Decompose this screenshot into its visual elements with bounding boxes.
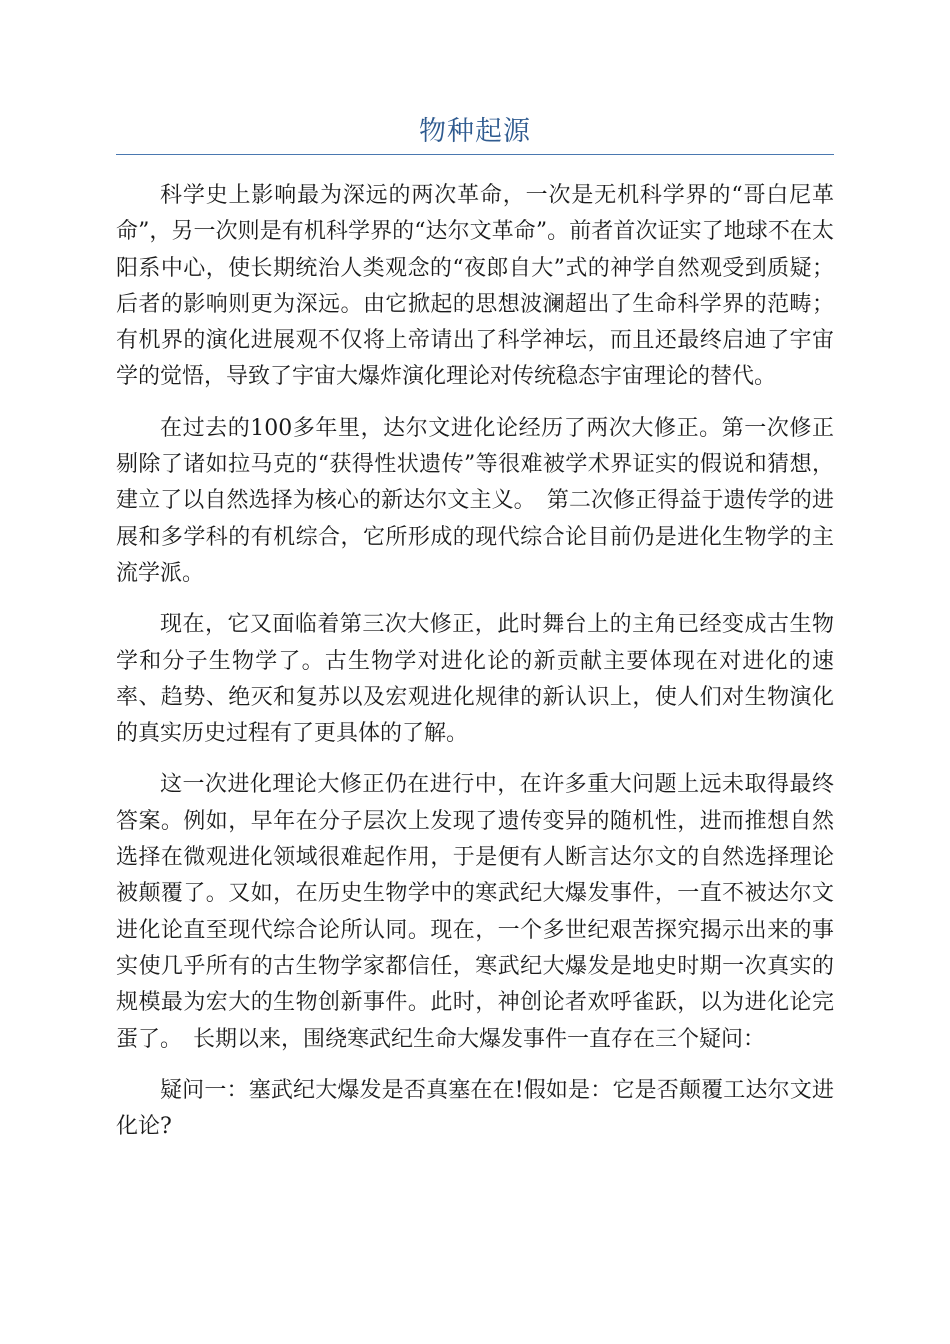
- page-title: 物种起源: [419, 116, 531, 147]
- paragraph-4: 这一次进化理论大修正仍在进行中，在许多重大问题上远未取得最终答案。例如，早年在分子层次上发现了遗传变异的随机性，进而推想自然选择在微观进化领域很难起作用，于是便有人断言达尔文的自然选择理论被颠覆了。又如，在历史生物学中的寒武纪大爆发事件，一直不被达尔文进化论直至现代综合论所认同。现在，一个多世纪艰苦探究揭示出来的事实使几乎所有的古生物学家都信任，寒武纪大爆发是地史时期一次真实的规模最为宏大的生物创新事件。此时，神创论者欢呼雀跃，以为进化论完蛋了。 长期以来，围绕寒武纪生命大爆发事件一直存在三个疑问：: [116, 772, 834, 1052]
- article-body: [116, 178, 834, 1160]
- paragraph-3: 现在，它又面临着第三次大修正，此时舞台上的主角已经变成古生物学和分子生物学了。古生物学对进化论的新贡献主要体现在对进化的速率、趋势、绝灭和复苏以及宏观进化规律的新认识上，使人们对生物演化的真实历史过程有了更具体的了解。: [116, 612, 834, 747]
- paragraph-2: 在过去的100多年里，达尔文进化论经历了两次大修正。第一次修正剔除了诸如拉马克的“获得性状遗传”等很难被学术界证实的假说和猜想，建立了以自然选择为核心的新达尔文主义。 第二次修正得益于遗传学的进展和多学科的有机综合，它所形成的现代综合论目前仍是进化生物学的主流学派。: [116, 415, 834, 586]
- paragraph-1: 科学史上影响最为深远的两次革命，一次是无机科学界的“哥白尼革命”，另一次则是有机科学界的“达尔文革命”。前者首次证实了地球不在太阳系中心，使长期统治人类观念的“夜郎自大”式的神学自然观受到质疑；后者的影响则更为深远。由它掀起的思想波澜超出了生命科学界的范畴；有机界的演化进展观不仅将上帝请出了科学神坛，而且还最终启迪了宇宙学的觉悟，导致了宇宙大爆炸演化理论对传统稳态宇宙理论的替代。: [116, 183, 834, 390]
- paragraph-5: 疑问一：塞武纪大爆发是否真塞在在!假如是：它是否颠覆工达尔文进化论?: [116, 1077, 834, 1140]
- title-underline: [116, 154, 834, 155]
